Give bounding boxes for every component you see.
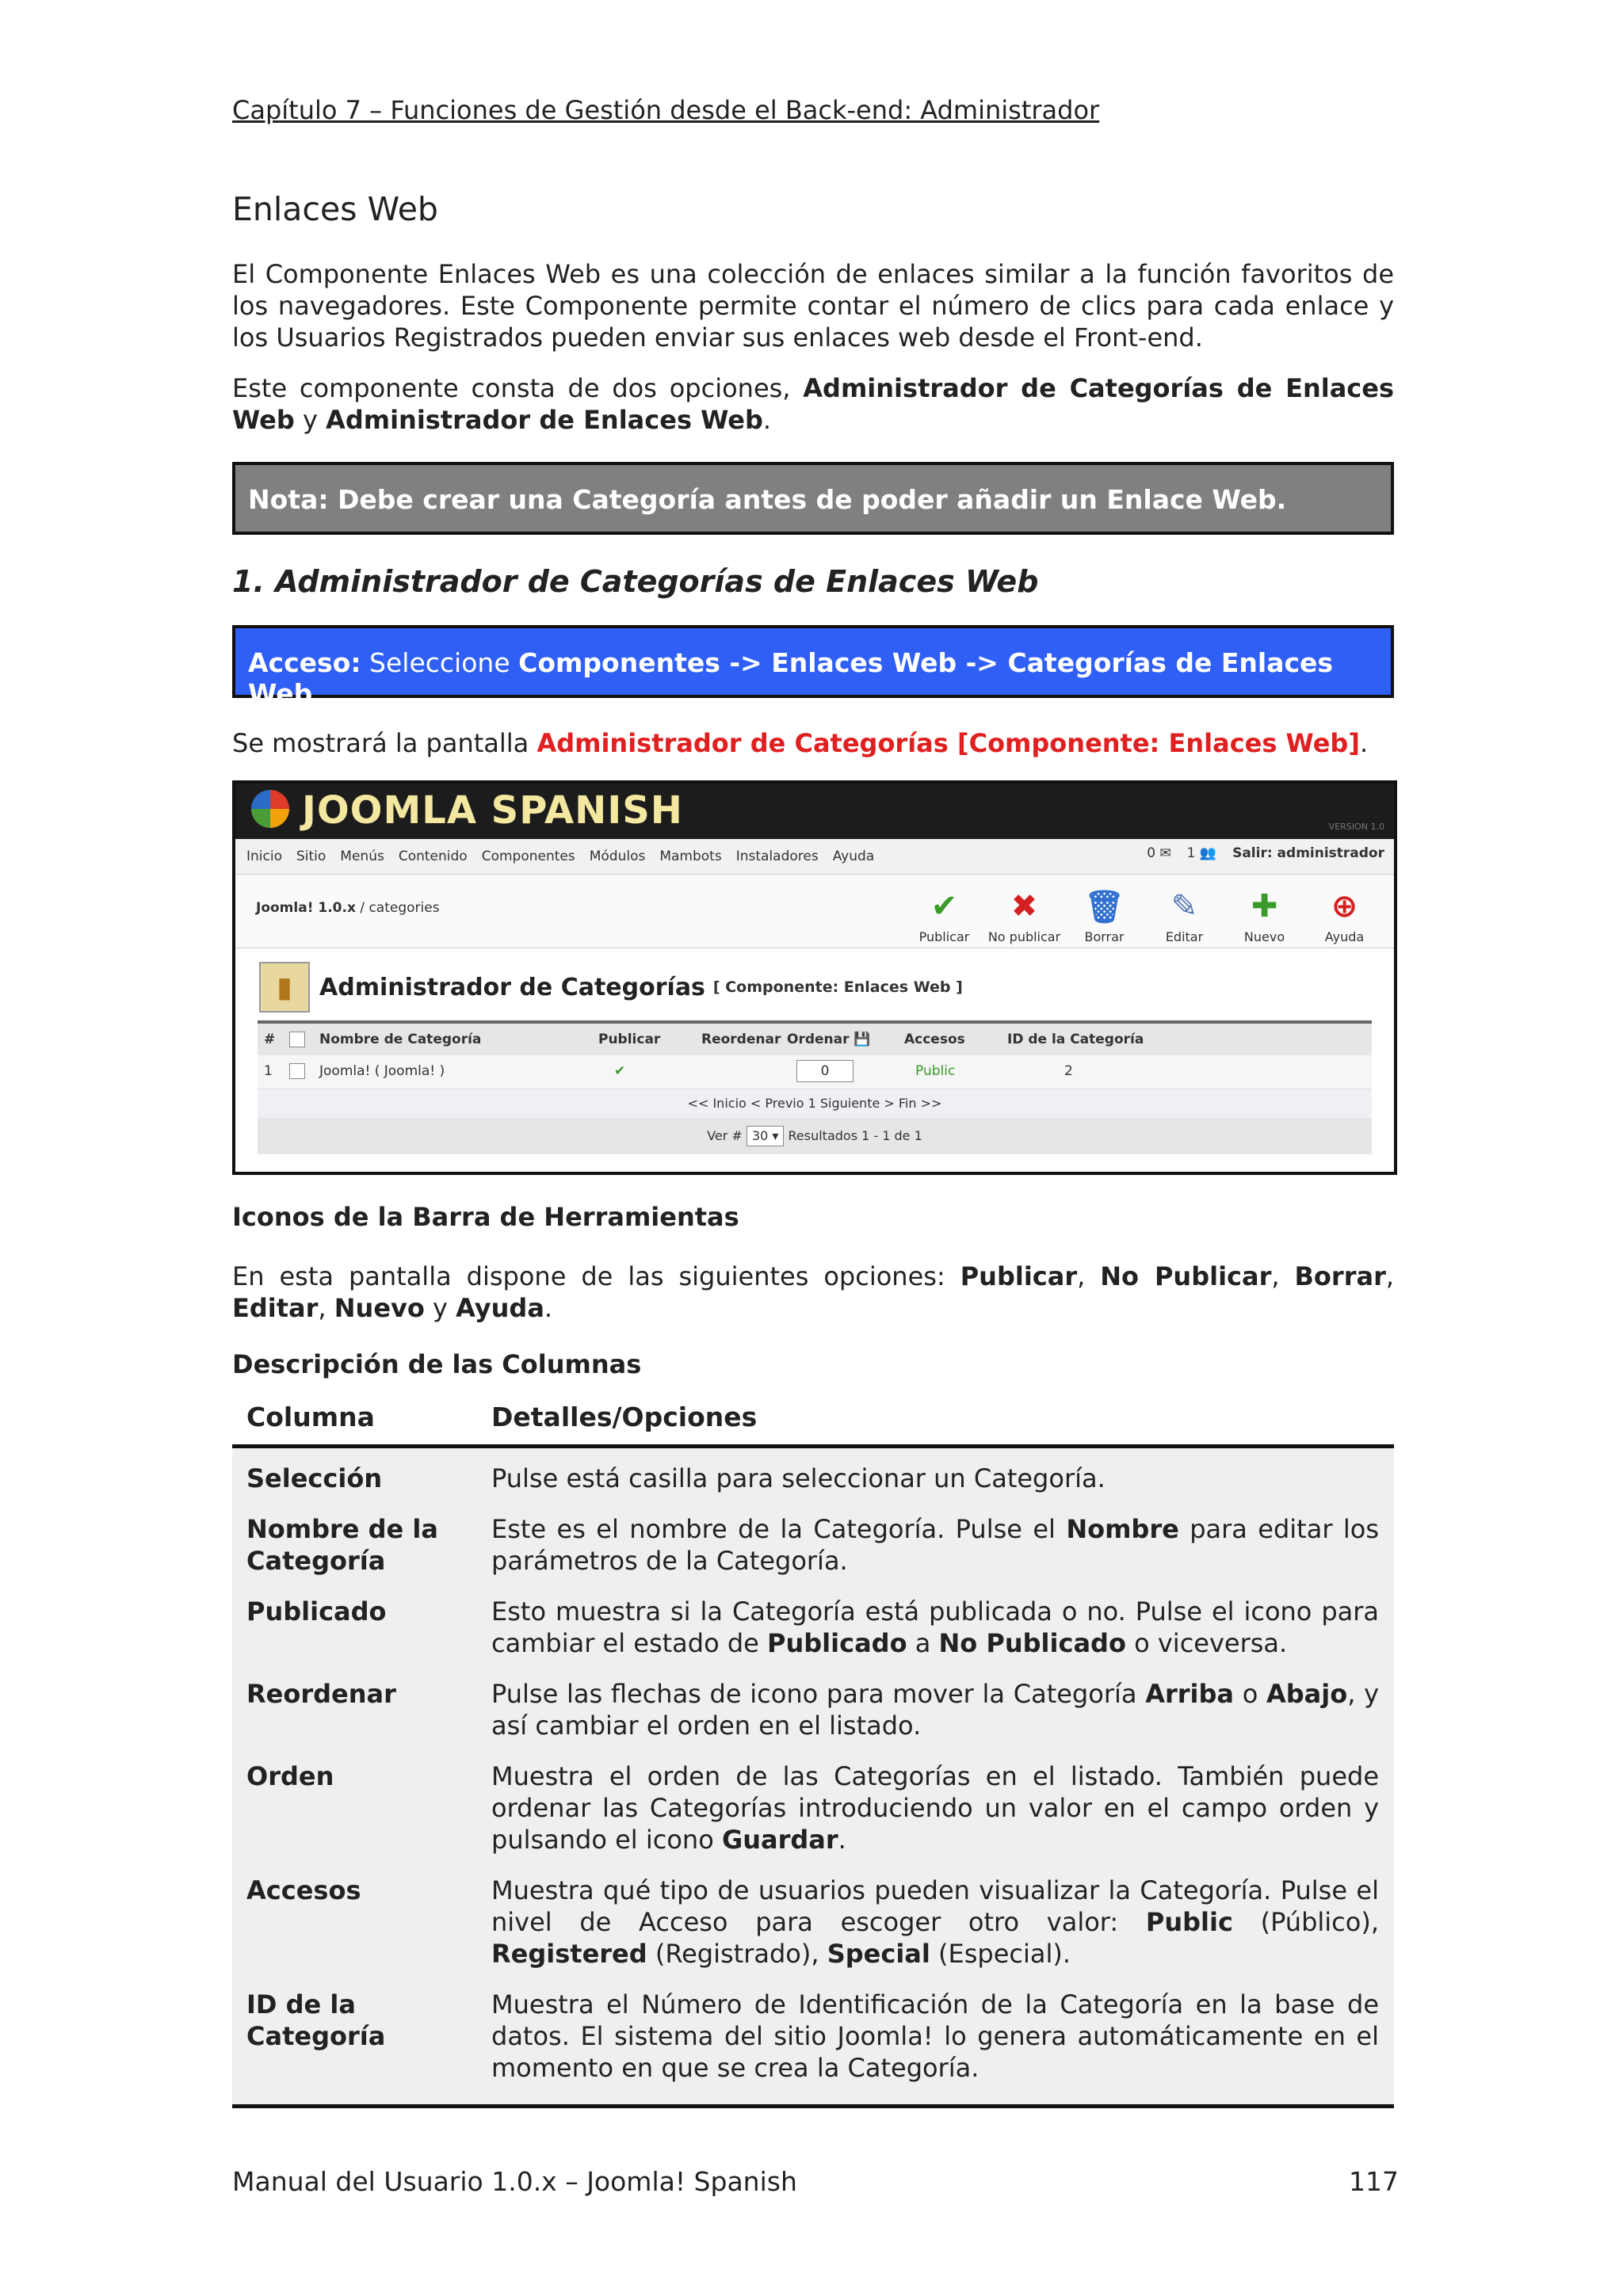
page-number: 117 — [1349, 2166, 1399, 2197]
columns-table — [232, 1394, 1394, 2108]
menu-menus[interactable]: Menús — [340, 849, 384, 864]
logo-text: JOOMLA SPANISH — [302, 788, 683, 833]
columns-table-body: Selección Pulse está casilla para seleccionar un Categoría. Nombre de la Categoría Este es el nombre de la Categoría. Pulse el Nombre para editar los parámetros de la Categoría. Publicado Esto muestra si la Categoría está publicada o no. Pulse el icono para cambiar el estado de Publicado a No Publicado o viceversa. Reordenar Pulse las flechas de icono para mover la Categoría Arriba o Abajo, y así cambiar el orden en el listado. Orden Muestra el orden de las Categorías en el listado. También puede ordenar las Categorías introduciendo un valor en el campo orden y pulsando el icono Guardar. Accesos Muestra qué tipo de usuarios pueden visualizar la Categoría. Pulse el nivel de Acceso para escoger otro valor: Public (Público), Registered (Registrado), Special (Especial). ID de la Categoría Muestra el Número de Identificación de la Categoría en la base de datos. El sistema del sitio Joomla! lo genera automáticamente en el momento en que se crea la Categoría. — [232, 1448, 1394, 2108]
help-icon: ⊕ — [1331, 888, 1358, 925]
screenshot-header — [235, 784, 1394, 839]
view-count-select[interactable]: 30 ▾ — [747, 1126, 784, 1146]
select-all-checkbox[interactable] — [289, 1032, 305, 1047]
messages-count[interactable]: 0 ✉ — [1147, 845, 1171, 861]
users-online-count: 1 👥 — [1186, 845, 1217, 861]
admin-screenshot — [232, 780, 1397, 1175]
admin-title — [259, 959, 963, 1015]
screenshot-toolbar — [235, 875, 1394, 948]
category-name-link[interactable]: Joomla! ( Joomla! ) — [319, 1063, 445, 1079]
chapter-header: Capítulo 7 – Funciones de Gestión desde el Back-end: Administrador — [232, 95, 1100, 125]
help-button[interactable]: ⊕ Ayuda — [1324, 888, 1365, 944]
menu-mambots[interactable]: Mambots — [659, 849, 722, 864]
delete-button[interactable]: 🗑 Borrar — [1064, 881, 1144, 944]
menu-sitio[interactable]: Sitio — [296, 849, 327, 864]
version-label: VERSION 1.0 — [1328, 822, 1384, 832]
pagination[interactable]: << Inicio < Previo 1 Siguiente > Fin >> — [258, 1089, 1372, 1118]
admin-title-sub: [ Componente: Enlaces Web ] — [712, 978, 963, 996]
checkmark-icon: ✔ — [930, 888, 958, 925]
toolbar-icons-title: Iconos de la Barra de Herramientas — [232, 1202, 739, 1232]
envelope-icon: ✉ — [1159, 845, 1171, 861]
categories-icon: ▮ — [259, 962, 310, 1013]
menu-ayuda[interactable]: Ayuda — [832, 849, 875, 864]
save-order-icon[interactable]: 💾 — [854, 1032, 871, 1047]
categories-grid — [258, 1020, 1372, 1154]
menu-componentes[interactable]: Componentes — [481, 849, 575, 864]
menu-contenido[interactable]: Contenido — [398, 849, 468, 864]
breadcrumb: Joomla! 1.0.x / categories — [256, 900, 440, 916]
intro-paragraph: El Componente Enlaces Web es una colección de enlaces similar a la función favoritos de los navegadores. Este Componente permite contar el número de clics para cada enlace y los Usuarios Registrados pueden enviar sus enlaces web desde el Front-end. — [232, 259, 1394, 353]
edit-icon: ✎ — [1170, 888, 1198, 925]
access-link[interactable]: Public — [915, 1063, 956, 1079]
admin-menu-bar — [235, 839, 1394, 875]
screen-sentence: Se mostrará la pantalla Administrador de Categorías [Componente: Enlaces Web]. — [232, 728, 1369, 758]
columns-table-header: Columna Detalles/Opciones — [232, 1394, 1394, 1448]
menu-instaladores[interactable]: Instaladores — [735, 849, 819, 864]
note-box: Nota: Debe crear una Categoría antes de poder añadir un Enlace Web. — [232, 462, 1394, 535]
menu-modulos[interactable]: Módulos — [589, 849, 646, 864]
edit-button[interactable]: ✎ Editar — [1165, 888, 1204, 944]
new-button[interactable]: ✚ Nuevo — [1243, 888, 1285, 944]
order-input[interactable]: 0 — [796, 1060, 854, 1082]
table-row: 1 Joomla! ( Joomla! ) ✔ 0 Public 2 — [258, 1055, 1372, 1089]
toolbar-icons-paragraph: En esta pantalla dispone de las siguientes opciones: Publicar, No Publicar, Borrar, Editar, Nuevo y Ayuda. — [232, 1261, 1395, 1323]
footer-title: Manual del Usuario 1.0.x – Joomla! Spanish — [232, 2166, 797, 2197]
logout-link[interactable]: Salir: administrador — [1232, 845, 1384, 861]
trash-icon: 🗑 — [1084, 888, 1125, 925]
joomla-logo-icon — [251, 790, 289, 828]
publish-button[interactable]: ✔ Publicar — [918, 888, 970, 944]
options-paragraph: Este componente consta de dos opciones, Administrador de Categorías de Enlaces Web y Administrador de Enlaces Web. — [232, 373, 1394, 435]
columns-title: Descripción de las Columnas — [232, 1349, 642, 1379]
menu-inicio[interactable]: Inicio — [246, 849, 282, 864]
x-icon: ✖ — [1010, 888, 1038, 925]
new-icon: ✚ — [1251, 888, 1278, 925]
published-check-icon[interactable]: ✔ — [614, 1063, 626, 1079]
view-bar: Ver # 30 ▾ Resultados 1 - 1 de 1 — [258, 1118, 1372, 1154]
unpublish-button[interactable]: ✖ No publicar — [987, 888, 1061, 944]
row-checkbox[interactable] — [289, 1063, 305, 1079]
users-icon: 👥 — [1199, 845, 1217, 861]
admin-title-text: Administrador de Categorías — [319, 973, 705, 1001]
access-box: Acceso: Seleccione Componentes -> Enlaces Web -> Categorías de Enlaces Web — [232, 625, 1394, 698]
section-title: Enlaces Web — [232, 190, 438, 228]
grid-header: # Nombre de Categoría Publicar Reordenar Ordenar 💾 Accesos ID de la Categoría — [258, 1020, 1372, 1055]
chevron-down-icon: ▾ — [772, 1128, 779, 1143]
subsection-title: 1. Administrador de Categorías de Enlaces Web — [232, 564, 1039, 599]
